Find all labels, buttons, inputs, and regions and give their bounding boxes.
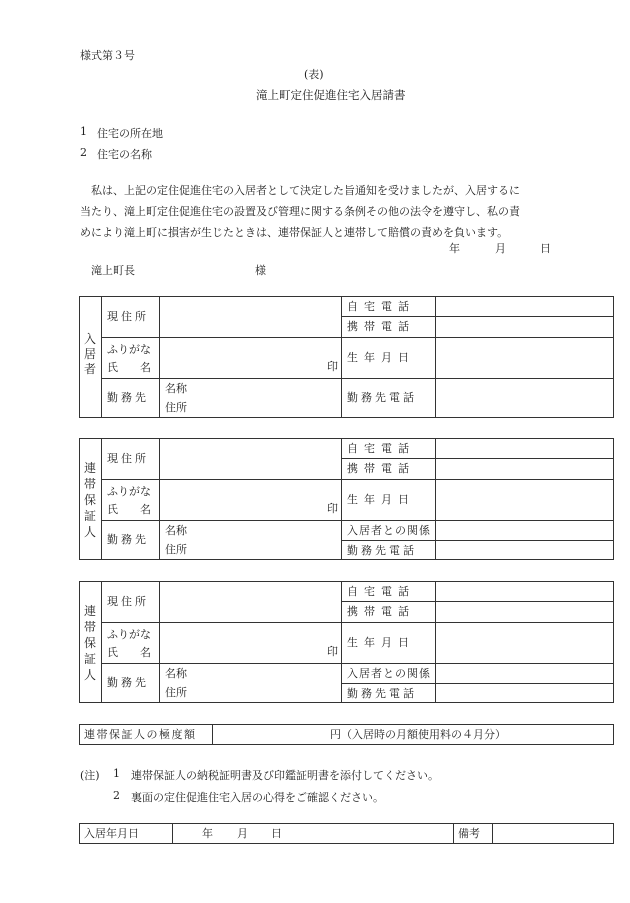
guarantor-1-birthdate-label: 生年月日 [347,493,415,506]
limit-amount-value: 円（入居時の月額使用料の４月分） [330,728,506,741]
guarantor-1-work-name-label: 名称 [165,524,187,537]
item-1-label: 住宅の所在地 [97,127,163,140]
item-1-number: 1 [80,125,87,138]
move-in-day: 日 [271,827,282,840]
guarantor-1-home-phone-label: 自宅電話 [347,442,415,455]
body-line-3: めにより滝上町に損害が生じたときは、連帯保証人と連帯して賠償の責めを負います。 [80,226,509,239]
addressee-honorific: 様 [255,264,266,277]
tenant-home-phone-label: 自宅電話 [347,300,415,313]
guarantor-1-seal-mark: 印 [327,502,338,515]
tenant-furigana-label: ふりがな [107,343,151,356]
date-year: 年 [449,242,460,255]
guarantor-1-relationship-label: 入居者との関係 [347,524,431,537]
guarantor-2-mobile-phone-label: 携帯電話 [347,605,415,618]
note-2-text: 裏面の定住促進住宅入居の心得をご確認ください。 [131,791,384,804]
guarantor-1-workplace-label: 勤務先 [107,533,149,546]
date-day: 日 [540,242,551,255]
item-2-label: 住宅の名称 [97,148,152,161]
tenant-mobile-phone-label: 携帯電話 [347,320,415,333]
tenant-work-phone-label: 勤務先電話 [347,391,417,404]
notes-prefix: (注) [80,769,100,782]
note-1-number: 1 [113,767,120,780]
tenant-work-address-label: 住所 [165,401,187,414]
guarantor-2-birthdate-label: 生年月日 [347,636,415,649]
page-title: 滝上町定住促進住宅入居請書 [256,88,406,102]
guarantor-1-mobile-phone-label: 携帯電話 [347,462,415,475]
move-in-year: 年 [202,827,213,840]
tenant-seal-mark: 印 [327,360,338,373]
guarantor-2-address-label: 現住所 [107,595,149,608]
guarantor-2-name-label: 氏 名 [107,646,151,659]
tenant-address-label: 現住所 [107,310,149,323]
guarantor-1-address-label: 現住所 [107,452,149,465]
tenant-work-name-label: 名称 [165,382,187,395]
guarantor-2-relationship-label: 入居者との関係 [347,667,431,680]
date-month: 月 [495,242,506,255]
limit-amount-label: 連帯保証人の極度額 [84,728,197,741]
tenant-workplace-label: 勤務先 [107,391,149,404]
guarantor-2-furigana-label: ふりがな [107,628,151,641]
guarantor-2-seal-mark: 印 [327,645,338,658]
guarantor-2-home-phone-label: 自宅電話 [347,585,415,598]
guarantor-2-work-address-label: 住所 [165,686,187,699]
guarantor-2-section-label: 連帯保証人 [83,604,96,682]
body-line-1: 私は、上記の定住促進住宅の入居者として決定した旨通知を受けましたが、入居するに [91,184,520,197]
note-1-text: 連帯保証人の納税証明書及び印鑑証明書を添付してください。 [131,769,439,782]
tenant-name-label: 氏 名 [107,361,151,374]
front-label: (表) [304,68,324,81]
addressee-name: 滝上町長 [91,264,135,277]
tenant-birthdate-label: 生年月日 [347,351,415,364]
guarantor-1-furigana-label: ふりがな [107,485,151,498]
guarantor-1-work-phone-label: 勤務先電話 [347,544,417,557]
guarantor-1-name-label: 氏 名 [107,503,151,516]
guarantor-2-work-phone-label: 勤務先電話 [347,687,417,700]
body-line-2: 当たり、滝上町定住促進住宅の設置及び管理に関する条例その他の法令を遵守し、私の責 [80,205,520,218]
tenant-section-label: 入居者 [83,332,96,376]
note-2-number: 2 [113,789,120,802]
remarks-label: 備考 [458,827,480,840]
guarantor-1-section-label: 連帯保証人 [83,461,96,539]
guarantor-1-work-address-label: 住所 [165,543,187,556]
form-number: 様式第３号 [80,49,135,62]
move-in-date-label: 入居年月日 [84,827,139,840]
guarantor-2-workplace-label: 勤務先 [107,676,149,689]
guarantor-2-work-name-label: 名称 [165,667,187,680]
move-in-month: 月 [237,827,248,840]
item-2-number: 2 [80,146,87,159]
